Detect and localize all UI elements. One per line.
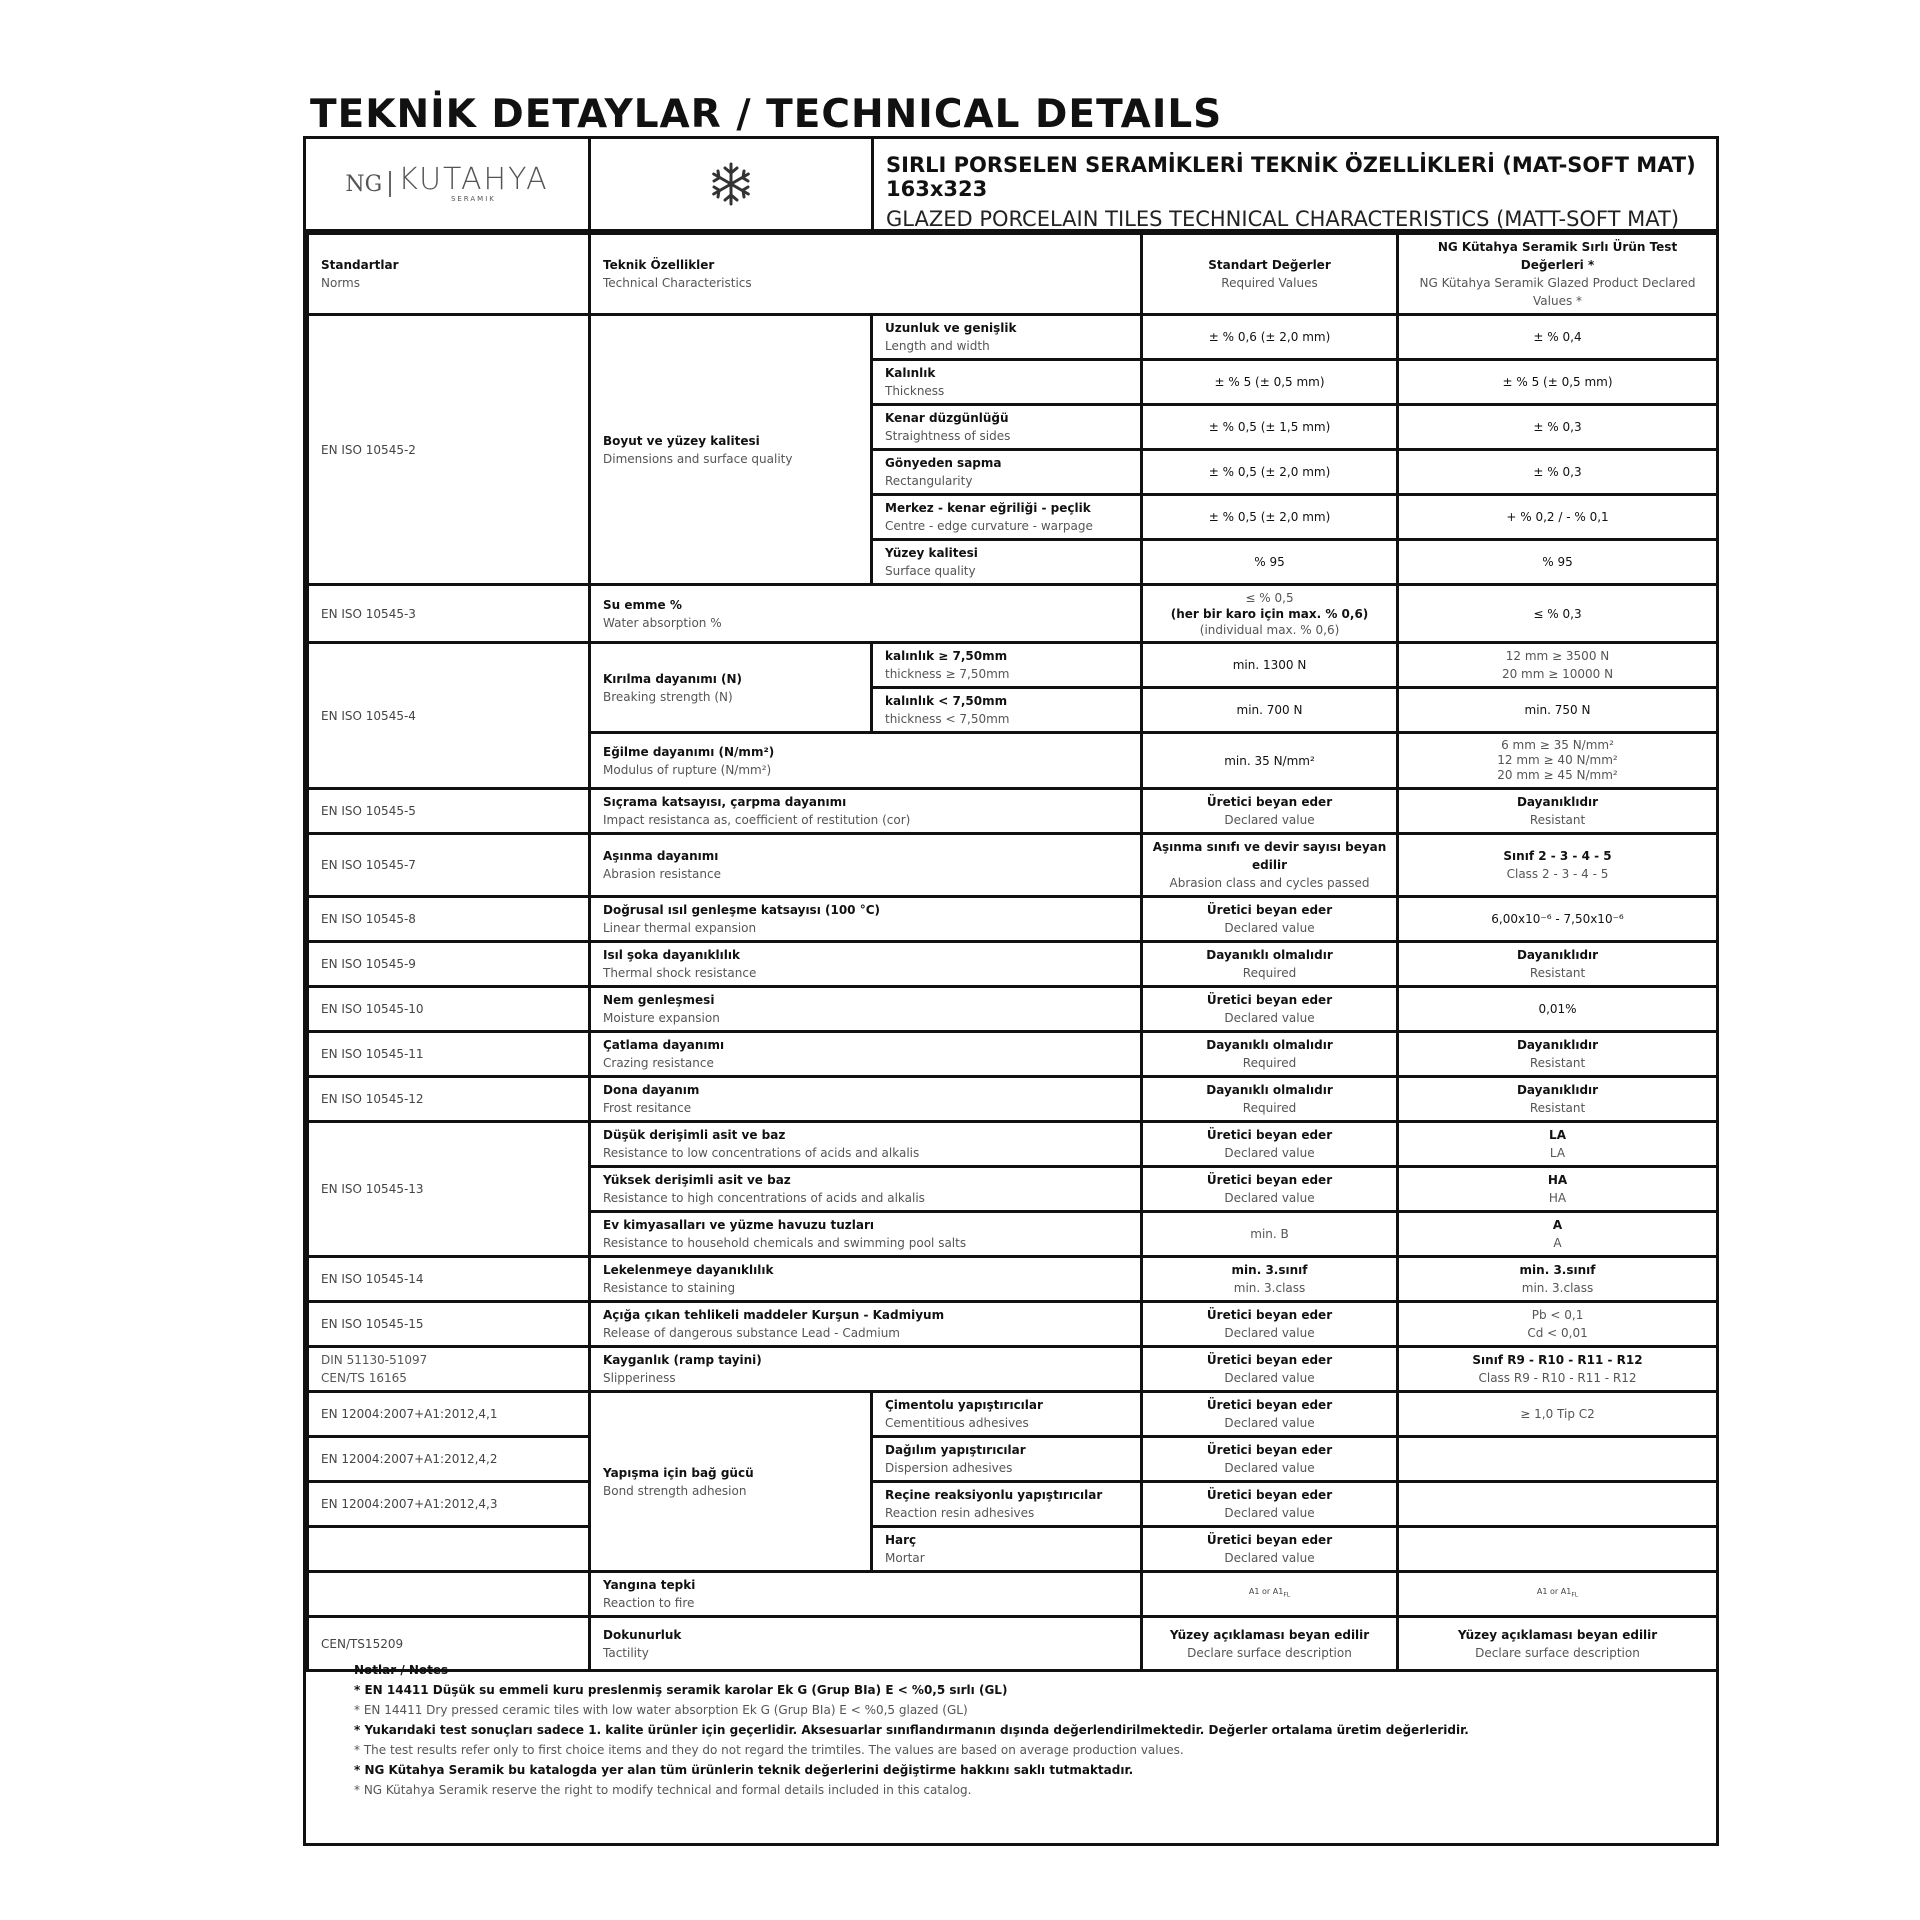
note-line: * NG Kütahya Seramik reserve the right to modify technical and formal details included in this catalog.	[354, 1783, 972, 1797]
required-value: ± % 0,5 (± 2,0 mm)	[1142, 450, 1398, 495]
sub-char-cell: kalınlık ≥ 7,50mm thickness ≥ 7,50mm	[872, 643, 1142, 688]
ng-value: A A	[1398, 1212, 1718, 1257]
sub-char-cell: Kalınlık Thickness	[872, 360, 1142, 405]
norm-cell: EN ISO 10545-3	[308, 585, 590, 643]
char-cell: Kırılma dayanımı (N) Breaking strength (N)	[590, 643, 872, 733]
ng-value: Dayanıklıdır Resistant	[1398, 1077, 1718, 1122]
char-cell: Ev kimyasalları ve yüzme havuzu tuzları Resistance to household chemicals and swimming pool salts	[590, 1212, 1142, 1257]
ng-value: + % 0,2 / - % 0,1	[1398, 495, 1718, 540]
char-cell: Aşınma dayanımı Abrasion resistance	[590, 834, 1142, 897]
table-row	[308, 1437, 1718, 1482]
note-line: * The test results refer only to first choice items and they do not regard the trimtiles. The values are based on average production values.	[354, 1743, 1184, 1757]
required-value: ≤ % 0,5 (her bir karo için max. % 0,6) (individual max. % 0,6)	[1142, 585, 1398, 643]
char-cell: Kayganlık (ramp tayini) Slipperiness	[590, 1347, 1142, 1392]
ng-value: 6 mm ≥ 35 N/mm² 12 mm ≥ 40 N/mm² 20 mm ≥ 45 N/mm²	[1398, 733, 1718, 789]
required-value: Üretici beyan eder Declared value	[1142, 1122, 1398, 1167]
sub-char-cell: kalınlık < 7,50mm thickness < 7,50mm	[872, 688, 1142, 733]
sub-char-cell: Çimentolu yapıştırıcılar Cementitious adhesives	[872, 1392, 1142, 1437]
norm-cell: DIN 51130-51097 CEN/TS 16165	[308, 1347, 590, 1392]
norm-cell: EN ISO 10545-13	[308, 1122, 590, 1257]
table-row	[308, 789, 1718, 834]
char-cell: Lekelenmeye dayanıklılık Resistance to staining	[590, 1257, 1142, 1302]
norm-cell: EN ISO 10545-5	[308, 789, 590, 834]
ng-value: 0,01%	[1398, 987, 1718, 1032]
required-value: min. 700 N	[1142, 688, 1398, 733]
char-cell: Dona dayanım Frost resitance	[590, 1077, 1142, 1122]
ng-value: LA LA	[1398, 1122, 1718, 1167]
char-cell: Dokunurluk Tactility	[590, 1617, 1142, 1671]
norm-cell: EN ISO 10545-7	[308, 834, 590, 897]
norm-cell: EN ISO 10545-11	[308, 1032, 590, 1077]
table-row	[308, 897, 1718, 942]
ng-value: ≤ % 0,3	[1398, 585, 1718, 643]
required-value: Üretici beyan eder Declared value	[1142, 1302, 1398, 1347]
norm-cell: EN 12004:2007+A1:2012,4,1	[308, 1392, 590, 1437]
sub-char-cell: Yüzey kalitesi Surface quality	[872, 540, 1142, 585]
ng-value: Dayanıklıdır Resistant	[1398, 1032, 1718, 1077]
char-cell: Su emme % Water absorption %	[590, 585, 1142, 643]
table-row	[308, 834, 1718, 897]
ng-value: 6,00x10⁻⁶ - 7,50x10⁻⁶	[1398, 897, 1718, 942]
ng-value: Pb < 0,1 Cd < 0,01	[1398, 1302, 1718, 1347]
required-value: Üretici beyan eder Declared value	[1142, 1482, 1398, 1527]
ng-value: min. 3.sınıf min. 3.class	[1398, 1257, 1718, 1302]
norm-cell: EN ISO 10545-14	[308, 1257, 590, 1302]
ng-value: Sınıf R9 - R10 - R11 - R12 Class R9 - R10 - R11 - R12	[1398, 1347, 1718, 1392]
char-cell: Yangına tepki Reaction to fire	[590, 1572, 1142, 1617]
required-value: ± % 5 (± 0,5 mm)	[1142, 360, 1398, 405]
char-cell: Doğrusal ısıl genleşme katsayısı (100 °C) Linear thermal expansion	[590, 897, 1142, 942]
norm-cell: EN 12004:2007+A1:2012,4,2	[308, 1437, 590, 1482]
required-value: Yüzey açıklaması beyan edilir Declare surface description	[1142, 1617, 1398, 1671]
required-value: A1 or $A1_{FL}$	[1142, 1572, 1398, 1617]
note-line: * Yukarıdaki test sonuçları sadece 1. kalite ürünler için geçerlidir. Aksesuarlar sınıflandırmanın dışında değerlendirilmektedir. Değerler ortalama üretim değerleridir.	[354, 1723, 1469, 1737]
ng-value: HA HA	[1398, 1167, 1718, 1212]
char-cell: Eğilme dayanımı (N/mm²) Modulus of rupture (N/mm²)	[590, 733, 1142, 789]
required-value: ± % 0,6 (± 2,0 mm)	[1142, 315, 1398, 360]
table-row	[308, 1482, 1718, 1527]
sub-char-cell: Dağılım yapıştırıcılar Dispersion adhesives	[872, 1437, 1142, 1482]
table-header-row	[308, 234, 1718, 315]
sub-char-cell: Reçine reaksiyonlu yapıştırıcılar Reaction resin adhesives	[872, 1482, 1142, 1527]
required-value: % 95	[1142, 540, 1398, 585]
norm-cell: EN ISO 10545-4	[308, 643, 590, 789]
ng-value: A1 or $A1_{FL}$	[1398, 1572, 1718, 1617]
logo-brand	[398, 162, 549, 203]
char-cell: Çatlama dayanımı Crazing resistance	[590, 1032, 1142, 1077]
table-row	[308, 942, 1718, 987]
required-value: Üretici beyan eder Declared value	[1142, 1167, 1398, 1212]
technical-characteristics-table	[306, 232, 1719, 1672]
technical-sheet	[303, 136, 1719, 1846]
notes-heading: Notlar / Notes	[354, 1663, 449, 1677]
logo-ng: NG	[345, 171, 383, 197]
note-line: * EN 14411 Düşük su emmeli kuru preslenmiş seramik karolar Ek G (Grup BIa) E < %0,5 sırlı (GL)	[354, 1683, 1008, 1697]
table-row	[308, 315, 1718, 360]
char-cell: Sıçrama katsayısı, çarpma dayanımı Impact resistanca as, coefficient of restitution (cor)	[590, 789, 1142, 834]
required-value: ± % 0,5 (± 2,0 mm)	[1142, 495, 1398, 540]
ng-value: ± % 5 (± 0,5 mm)	[1398, 360, 1718, 405]
ng-value: ± % 0,3	[1398, 450, 1718, 495]
norm-cell	[308, 1572, 590, 1617]
required-value: min. 3.sınıf min. 3.class	[1142, 1257, 1398, 1302]
required-value: Dayanıklı olmalıdır Required	[1142, 942, 1398, 987]
required-value: Dayanıklı olmalıdır Required	[1142, 1032, 1398, 1077]
logo-brand-sub: SERAMIK	[450, 195, 496, 203]
required-value: Üretici beyan eder Declared value	[1142, 987, 1398, 1032]
table-row	[308, 987, 1718, 1032]
ng-value: ± % 0,3	[1398, 405, 1718, 450]
required-value: Aşınma sınıfı ve devir sayısı beyan edilir Abrasion class and cycles passed	[1142, 834, 1398, 897]
table-row	[308, 1572, 1718, 1617]
char-cell: Yapışma için bağ gücü Bond strength adhesion	[590, 1392, 872, 1572]
frost-resistance-snowflake-icon	[591, 139, 874, 229]
char-cell: Yüksek derişimli asit ve baz Resistance to high concentrations of acids and alkalis	[590, 1167, 1142, 1212]
ng-value	[1398, 1437, 1718, 1482]
norm-cell	[308, 1527, 590, 1572]
required-value: Üretici beyan eder Declared value	[1142, 1527, 1398, 1572]
col-required: Standart Değerler Required Values	[1142, 234, 1398, 315]
logo-divider	[389, 171, 391, 197]
ng-value	[1398, 1527, 1718, 1572]
sub-char-cell: Gönyeden sapma Rectangularity	[872, 450, 1142, 495]
sub-char-cell: Uzunluk ve genişlik Length and width	[872, 315, 1142, 360]
ng-value: Sınıf 2 - 3 - 4 - 5 Class 2 - 3 - 4 - 5	[1398, 834, 1718, 897]
ng-value: ≥ 1,0 Tip C2	[1398, 1392, 1718, 1437]
ng-value: Dayanıklıdır Resistant	[1398, 942, 1718, 987]
ng-value: Yüzey açıklaması beyan edilir Declare surface description	[1398, 1617, 1718, 1671]
ng-value: min. 750 N	[1398, 688, 1718, 733]
norm-cell: EN ISO 10545-10	[308, 987, 590, 1032]
table-row	[308, 1032, 1718, 1077]
ng-value	[1398, 1482, 1718, 1527]
sheet-header	[306, 139, 1716, 232]
table-row	[308, 643, 1718, 688]
page-title: TEKNİK DETAYLAR / TECHNICAL DETAILS	[310, 92, 1223, 137]
table-row	[308, 1302, 1718, 1347]
table-row	[308, 1347, 1718, 1392]
norm-cell: EN ISO 10545-12	[308, 1077, 590, 1122]
required-value: Dayanıklı olmalıdır Required	[1142, 1077, 1398, 1122]
norm-cell: EN ISO 10545-9	[308, 942, 590, 987]
required-value: Üretici beyan eder Declared value	[1142, 789, 1398, 834]
ng-value: 12 mm ≥ 3500 N 20 mm ≥ 10000 N	[1398, 643, 1718, 688]
ng-value: Dayanıklıdır Resistant	[1398, 789, 1718, 834]
char-cell: Açığa çıkan tehlikeli maddeler Kurşun - Kadmiyum Release of dangerous substance Lead - Cadmium	[590, 1302, 1142, 1347]
table-row	[308, 1077, 1718, 1122]
notes-section	[354, 1660, 1469, 1800]
table-row	[308, 1392, 1718, 1437]
required-value: min. B	[1142, 1212, 1398, 1257]
ng-value: ± % 0,4	[1398, 315, 1718, 360]
required-value: min. 1300 N	[1142, 643, 1398, 688]
required-value: ± % 0,5 (± 1,5 mm)	[1142, 405, 1398, 450]
sheet-heading	[886, 153, 1716, 231]
required-value: Üretici beyan eder Declared value	[1142, 1392, 1398, 1437]
norm-cell: EN ISO 10545-15	[308, 1302, 590, 1347]
table-row	[308, 1122, 1718, 1167]
norm-cell: EN ISO 10545-2	[308, 315, 590, 585]
note-line: * NG Kütahya Seramik bu katalogda yer alan tüm ürünlerin teknik değerlerini değiştirme hakkını saklı tutmaktadır.	[354, 1763, 1134, 1777]
sheet-title-en: GLAZED PORCELAIN TILES TECHNICAL CHARACTERISTICS (MATT-SOFT MAT)	[886, 207, 1680, 231]
sub-char-cell: Merkez - kenar eğriliği - peçlik Centre - edge curvature - warpage	[872, 495, 1142, 540]
col-norms: Standartlar Norms	[308, 234, 590, 315]
required-value: Üretici beyan eder Declared value	[1142, 1437, 1398, 1482]
table-row	[308, 1257, 1718, 1302]
sheet-title-tr: SIRLI PORSELEN SERAMİKLERİ TEKNİK ÖZELLİKLERİ (MAT-SOFT MAT) 163x323	[886, 153, 1696, 201]
norm-cell: EN 12004:2007+A1:2012,4,3	[308, 1482, 590, 1527]
ng-value: % 95	[1398, 540, 1718, 585]
note-line: * EN 14411 Dry pressed ceramic tiles with low water absorption Ek G (Grup BIa) E < %0,5 glazed (GL)	[354, 1703, 968, 1717]
norm-cell: CEN/TS15209	[308, 1617, 590, 1671]
col-tech: Teknik Özellikler Technical Characteristics	[590, 234, 1142, 315]
col-ng-values: NG Kütahya Seramik Sırlı Ürün Test Değerleri * NG Kütahya Seramik Glazed Product Declared Values *	[1398, 234, 1718, 315]
sub-char-cell: Harç Mortar	[872, 1527, 1142, 1572]
table-row	[308, 1527, 1718, 1572]
char-cell: Nem genleşmesi Moisture expansion	[590, 987, 1142, 1032]
char-cell: Boyut ve yüzey kalitesi Dimensions and surface quality	[590, 315, 872, 585]
required-value: min. 35 N/mm²	[1142, 733, 1398, 789]
char-cell: Düşük derişimli asit ve baz Resistance to low concentrations of acids and alkalis	[590, 1122, 1142, 1167]
norm-cell: EN ISO 10545-8	[308, 897, 590, 942]
sub-char-cell: Kenar düzgünlüğü Straightness of sides	[872, 405, 1142, 450]
required-value: Üretici beyan eder Declared value	[1142, 897, 1398, 942]
table-row	[308, 585, 1718, 643]
logo-brand-name: KUTAHYA	[398, 162, 549, 197]
brand-logo	[306, 139, 591, 229]
char-cell: Isıl şoka dayanıklılık Thermal shock resistance	[590, 942, 1142, 987]
required-value: Üretici beyan eder Declared value	[1142, 1347, 1398, 1392]
